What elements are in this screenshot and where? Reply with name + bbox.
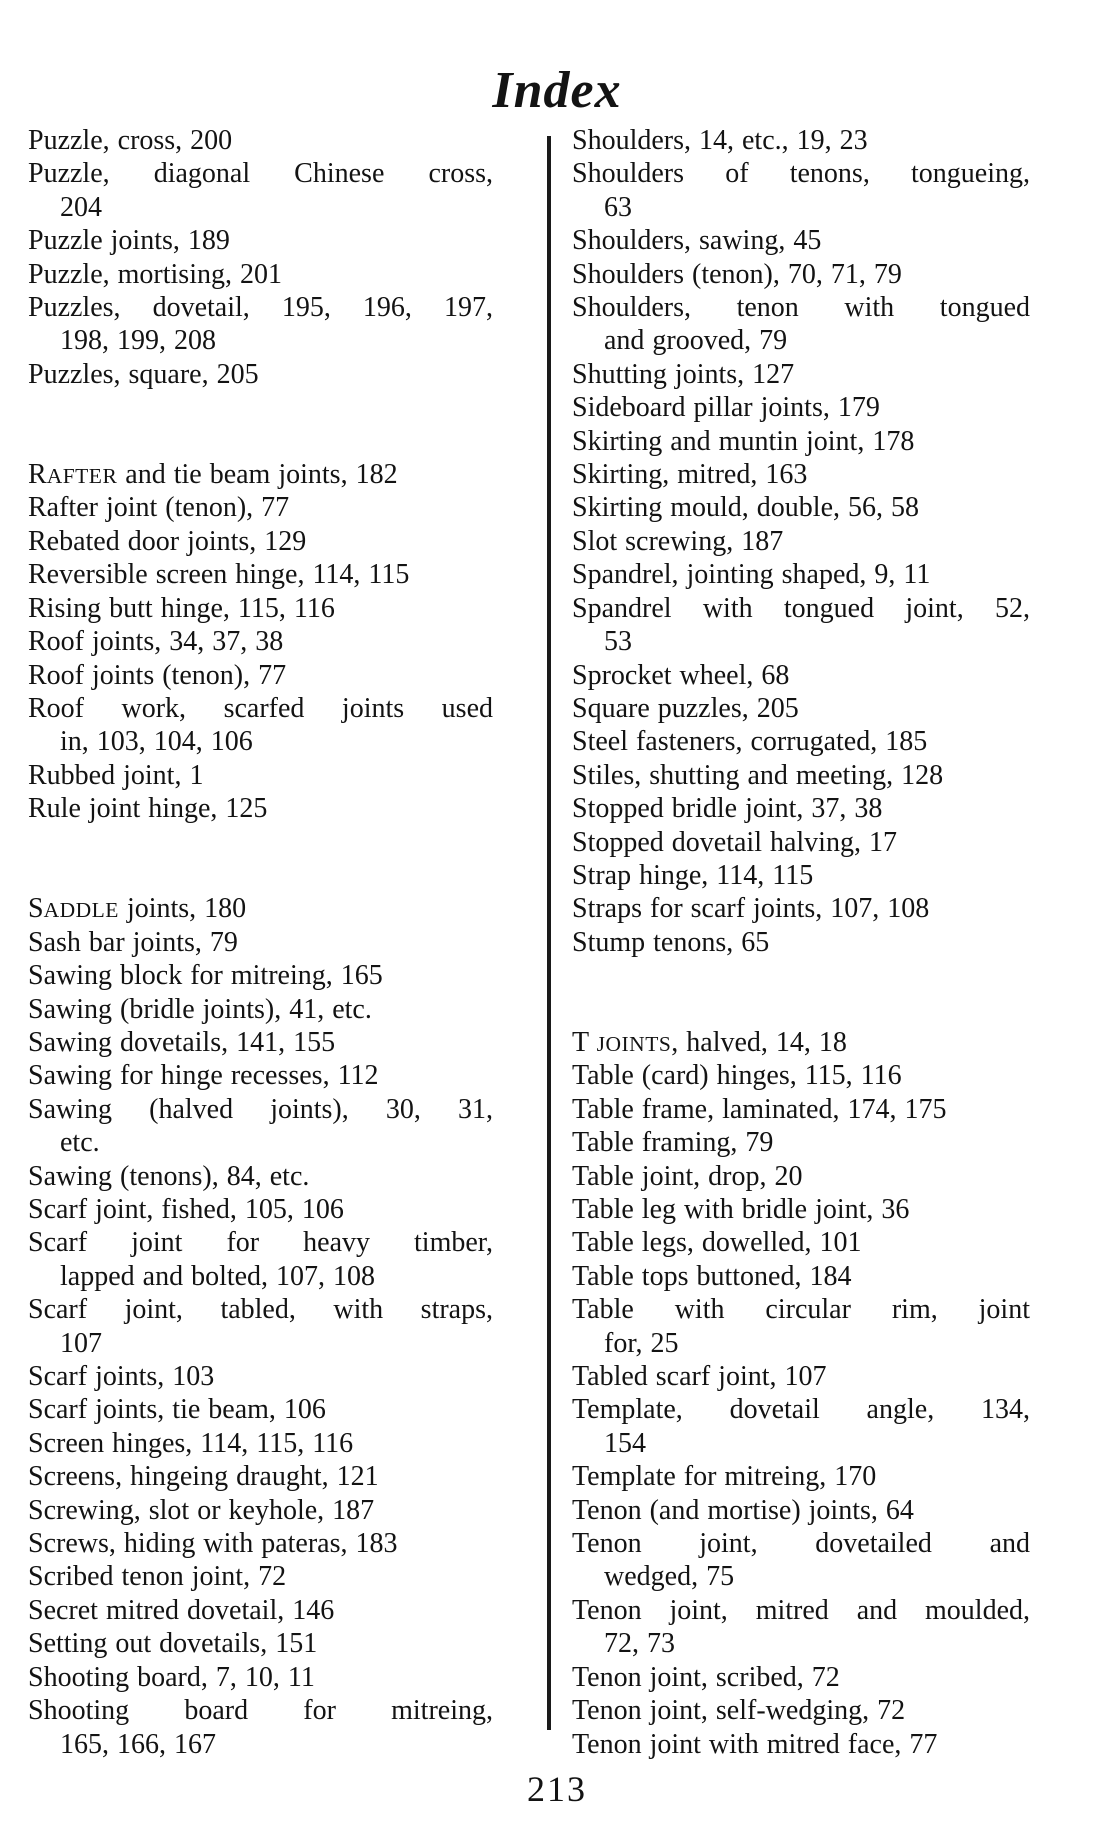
index-entry-line: Rubbed joint, 1 (28, 759, 204, 791)
index-entry-line: Sideboard pillar joints, 179 (572, 392, 880, 424)
blank-line (572, 993, 1030, 1026)
index-entry-line: Shoulders of tenons, tongueing, (572, 158, 1030, 190)
index-entry-line: Sawing (halved joints), 30, 31, (28, 1093, 493, 1125)
index-entry-line: etc. (60, 1127, 100, 1159)
index-entry-line: Scarf joints, 103 (28, 1361, 215, 1393)
index-entry-line: Shoulders, tenon with tongued (572, 292, 1030, 324)
index-entry-line: Stump tenons, 65 (572, 926, 770, 958)
index-entry-line: 107 (60, 1327, 102, 1359)
index-entry-line: Tenon joint, scribed, 72 (572, 1661, 840, 1693)
index-entry-line: Roof work, scarfed joints used (28, 692, 493, 724)
index-entry-line: Puzzles, square, 205 (28, 358, 259, 390)
index-entry-line: Shoulders, sawing, 45 (572, 225, 822, 257)
index-entry-line: Tenon joint, dovetailed and (572, 1528, 1030, 1560)
index-entry-line: Puzzle joints, 189 (28, 225, 230, 257)
index-entry-line: Skirting mould, double, 56, 58 (572, 492, 919, 524)
entry-small-caps: JOINTS (596, 1031, 672, 1056)
entry-small-caps: ADDLE (43, 898, 119, 923)
index-entry-line: Shooting board for mitreing, (28, 1695, 493, 1727)
index-entry-line: Spandrel with tongued joint, 52, (572, 592, 1030, 624)
index-entry-line: Strap hinge, 114, 115 (572, 859, 814, 891)
blank-line (572, 959, 1030, 992)
index-column-left (28, 124, 493, 1761)
index-entry-line: Rule joint hinge, 125 (28, 793, 268, 825)
index-entry-line: Table (card) hinges, 115, 116 (572, 1060, 902, 1092)
entry-initial-cap: T (572, 1026, 597, 1058)
index-entry-line: Stiles, shutting and meeting, 128 (572, 759, 944, 791)
index-entry-line: 63 (604, 191, 632, 223)
index-entry-line: Sawing block for mitreing, 165 (28, 960, 383, 992)
index-entry-line: Steel fasteners, corrugated, 185 (572, 726, 928, 758)
index-entry-line: Sawing dovetails, 141, 155 (28, 1026, 336, 1058)
index-entry-line: Sawing for hinge recesses, 112 (28, 1060, 379, 1092)
blank-line (28, 425, 493, 458)
index-entry-line: Shooting board, 7, 10, 11 (28, 1661, 315, 1693)
index-entry-line: Shoulders (tenon), 70, 71, 79 (572, 258, 902, 290)
index-entry-line: Tenon (and mortise) joints, 64 (572, 1494, 914, 1526)
column-divider-rule (547, 136, 551, 1730)
index-entry-line: Stopped dovetail halving, 17 (572, 826, 897, 858)
index-entry-line (28, 458, 493, 491)
index-entry-line: in, 103, 104, 106 (60, 726, 253, 758)
index-entry-line: Table leg with bridle joint, 36 (572, 1194, 910, 1225)
index-entry-line: Screwing, slot or keyhole, 187 (28, 1494, 375, 1526)
index-entry-line: Tabled scarf joint, 107 (572, 1361, 827, 1393)
index-entry-line: Template, dovetail angle, 134, (572, 1394, 1030, 1426)
index-entry-line (28, 892, 493, 925)
index-entry-line: 72, 73 (604, 1628, 675, 1660)
index-entry-line: and grooved, 79 (604, 325, 788, 357)
index-entry-line: Stopped bridle joint, 37, 38 (572, 793, 883, 825)
entry-initial-cap: S (28, 893, 44, 925)
index-entry-line: Shoulders, 14, etc., 19, 23 (572, 125, 868, 156)
entry-text: , halved, 14, 18 (671, 1026, 847, 1058)
entry-small-caps: AFTER (46, 464, 118, 489)
index-entry-line: Skirting and muntin joint, 178 (572, 425, 915, 457)
index-entry-line: Scarf joints, tie beam, 106 (28, 1394, 326, 1426)
entry-text: and tie beam joints, 182 (117, 459, 398, 491)
index-entry-line: Rising butt hinge, 115, 116 (28, 592, 335, 624)
blank-line (28, 391, 493, 424)
index-entry-line: Tenon joint, mitred and moulded, (572, 1594, 1030, 1626)
index-entry-line: Table framing, 79 (572, 1127, 774, 1159)
index-entry-line: Secret mitred dovetail, 146 (28, 1594, 335, 1626)
index-entry-line: Straps for scarf joints, 107, 108 (572, 893, 930, 925)
index-entry-line: Puzzle, diagonal Chinese cross, (28, 158, 493, 190)
index-entry-line: Table tops buttoned, 184 (572, 1260, 852, 1292)
index-entry-line: Puzzles, dovetail, 195, 196, 197, (28, 292, 493, 324)
index-entry-line: 165, 166, 167 (60, 1728, 216, 1760)
index-entry-line: Rafter joint (tenon), 77 (28, 492, 290, 524)
index-entry-line: 154 (604, 1427, 646, 1459)
index-entry-line: Tenon joint with mitred face, 77 (572, 1728, 938, 1760)
blank-line (28, 859, 493, 892)
index-entry-line: Puzzle, cross, 200 (28, 125, 233, 156)
index-entry-line: Table with circular rim, joint (572, 1294, 1030, 1326)
index-entry-line: Shutting joints, 127 (572, 358, 795, 390)
index-entry-line: Sprocket wheel, 68 (572, 659, 790, 691)
index-entry-line (572, 1026, 1030, 1059)
index-entry-line: Roof joints (tenon), 77 (28, 659, 287, 691)
index-entry-line: Skirting, mitred, 163 (572, 459, 808, 491)
index-entry-line: Table frame, laminated, 174, 175 (572, 1093, 947, 1125)
index-entry-line: Template for mitreing, 170 (572, 1461, 877, 1493)
index-entry-line: Screws, hiding with pateras, 183 (28, 1528, 398, 1560)
index-entry-line: Scribed tenon joint, 72 (28, 1561, 287, 1593)
index-entry-line: lapped and bolted, 107, 108 (60, 1260, 376, 1292)
page-title: Index (492, 61, 622, 119)
index-entry-line: Tenon joint, self-wedging, 72 (572, 1695, 906, 1727)
index-entry-line: Roof joints, 34, 37, 38 (28, 626, 284, 658)
index-entry-line: Square puzzles, 205 (572, 692, 799, 724)
index-entry-line: wedged, 75 (604, 1561, 735, 1593)
blank-line (28, 826, 493, 859)
index-entry-line: Table legs, dowelled, 101 (572, 1227, 862, 1259)
index-entry-line: 53 (604, 626, 632, 658)
index-entry-line: 198, 199, 208 (60, 325, 216, 357)
entry-initial-cap: R (28, 459, 47, 491)
index-entry-line: 204 (60, 191, 102, 223)
index-entry-line: Rebated door joints, 129 (28, 525, 307, 557)
index-entry-line: Screen hinges, 114, 115, 116 (28, 1427, 354, 1459)
index-entry-line: for, 25 (604, 1327, 679, 1359)
index-entry-line: Slot screwing, 187 (572, 525, 784, 557)
index-entry-line: Puzzle, mortising, 201 (28, 258, 282, 290)
index-entry-line: Sawing (bridle joints), 41, etc. (28, 993, 372, 1025)
index-entry-line: Sash bar joints, 79 (28, 926, 238, 958)
page-number: 213 (527, 1769, 587, 1809)
index-entry-line: Screens, hingeing draught, 121 (28, 1461, 379, 1493)
index-entry-line: Table joint, drop, 20 (572, 1160, 803, 1192)
index-entry-line: Setting out dovetails, 151 (28, 1628, 318, 1660)
entry-text: joints, 180 (118, 893, 247, 925)
index-entry-line: Scarf joint, fished, 105, 106 (28, 1194, 344, 1225)
index-entry-line: Scarf joint for heavy timber, (28, 1227, 493, 1259)
index-entry-line: Spandrel, jointing shaped, 9, 11 (572, 559, 931, 591)
index-entry-line: Reversible screen hinge, 114, 115 (28, 559, 410, 591)
index-entry-line: Scarf joint, tabled, with straps, (28, 1294, 493, 1326)
index-entry-line: Sawing (tenons), 84, etc. (28, 1160, 310, 1192)
index-column-right (572, 124, 1030, 1761)
